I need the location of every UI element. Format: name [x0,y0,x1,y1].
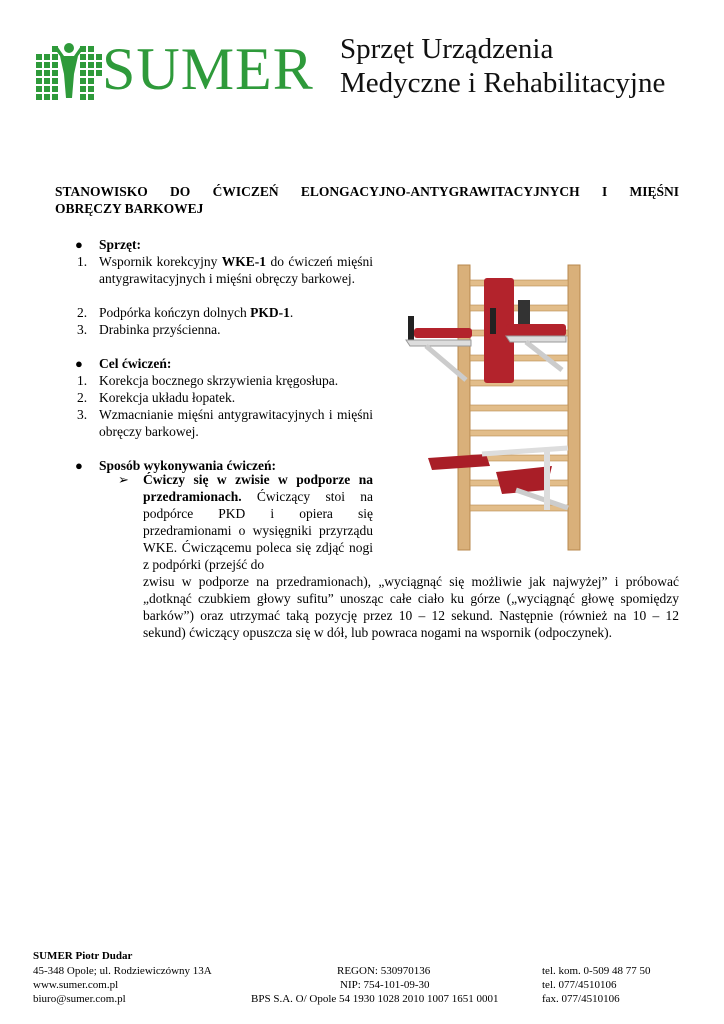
footer-line-4 [33,992,693,1006]
item-text: Wspornik korekcyjny WKE-1 do ćwiczeń mięśni antygrawitacyjnych i mięśni obręczy barkowej. [99,254,373,286]
footer-line-3 [33,978,693,992]
item-number: 3. [77,322,88,337]
footer-address: 45-348 Opole; ul. Rodziewiczówny 13A [33,965,212,977]
logo-grid-icon [36,40,104,102]
item-text: Wzmacnianie mięśni antygrawitacyjnych i mięśni obręczy barkowej. [99,407,373,439]
item-text: Podpórka kończyn dolnych PKD-1. [99,305,294,320]
bullet-icon: ● [75,356,83,371]
footer-tel-kom: tel. kom. 0-509 48 77 50 [542,965,651,977]
footer-fax: fax. 077/4510106 [542,993,620,1005]
company-tagline [340,32,665,100]
item-number: 1. [77,373,88,388]
item-text: Drabinka przyścienna. [99,322,221,337]
method-heading: Sposób wykonywania ćwiczeń: [99,458,277,473]
footer-company: SUMER Piotr Dudar [33,950,133,962]
tagline-line-1: Sprzęt Urządzenia [340,33,554,65]
bullet-icon: ● [75,237,83,252]
footer-bank: BPS S.A. O/ Opole 54 1930 1028 2010 1007 1651 0001 [251,993,499,1005]
footer-line-1 [33,949,693,963]
tagline-line-2: Medyczne i Rehabilitacyjne [340,67,666,99]
goal-heading: Cel ćwiczeń: [99,356,172,371]
document-title-line-1: STANOWISKO DO ĆWICZEŃ ELONGACYJNO-ANTYGRAWITACYJNYCH I MIĘŚNI [55,184,679,199]
footer-regon: REGON: 530970136 [337,965,431,977]
method-description-wrapped [143,471,373,573]
arrow-bullet-icon: ➢ [118,472,129,487]
footer-tel: tel. 077/4510106 [542,979,617,991]
method-lead: Ćwiczy się w zwisie w podporze na przedramionach. [143,472,373,504]
item-number: 1. [77,254,88,269]
bullet-icon: ● [75,458,83,473]
item-number: 3. [77,407,88,422]
document-title-line-2: OBRĘCZY BARKOWEJ [55,201,204,216]
method-text-part-1: Ćwiczący stoi na podpórce PKD i opiera się przedramionami o wysięgniki przyrządu WKE. Ćwiczącemu poleca się zdjąć nogi z podpórki (przejść do [143,489,373,572]
logo-text: SUMER [102,36,314,102]
footer-nip: NIP: 754-101-09-30 [340,979,430,991]
equipment-heading: Sprzęt: [99,237,141,252]
footer-email[interactable]: biuro@sumer.com.pl [33,993,126,1005]
item-number: 2. [77,305,88,320]
item-text: Korekcja bocznego skrzywienia kręgosłupa. [99,373,339,388]
product-photo [386,240,636,560]
footer-website[interactable]: www.sumer.com.pl [33,979,119,991]
item-text: Korekcja układu łopatek. [99,390,236,405]
company-logo [36,36,316,106]
method-text-part-2: zwisu w podporze na przedramionach), „wyciągnąć się możliwie jak najwyżej” i próbować „dotknąć czubkiem głowy sufitu” unosząc całe ciało ku górze („wyciągnąć głowę spomiędzy barków”) oraz utrzymać taką pozycję przez 10 – 12 sekund. Następnie (również na 10 – 12 sekund) ćwiczący opuszcza się w dół, lub powraca nogami na wspornik (odpoczynek). [143,574,679,640]
footer-line-2 [33,964,693,978]
item-number: 2. [77,390,88,405]
